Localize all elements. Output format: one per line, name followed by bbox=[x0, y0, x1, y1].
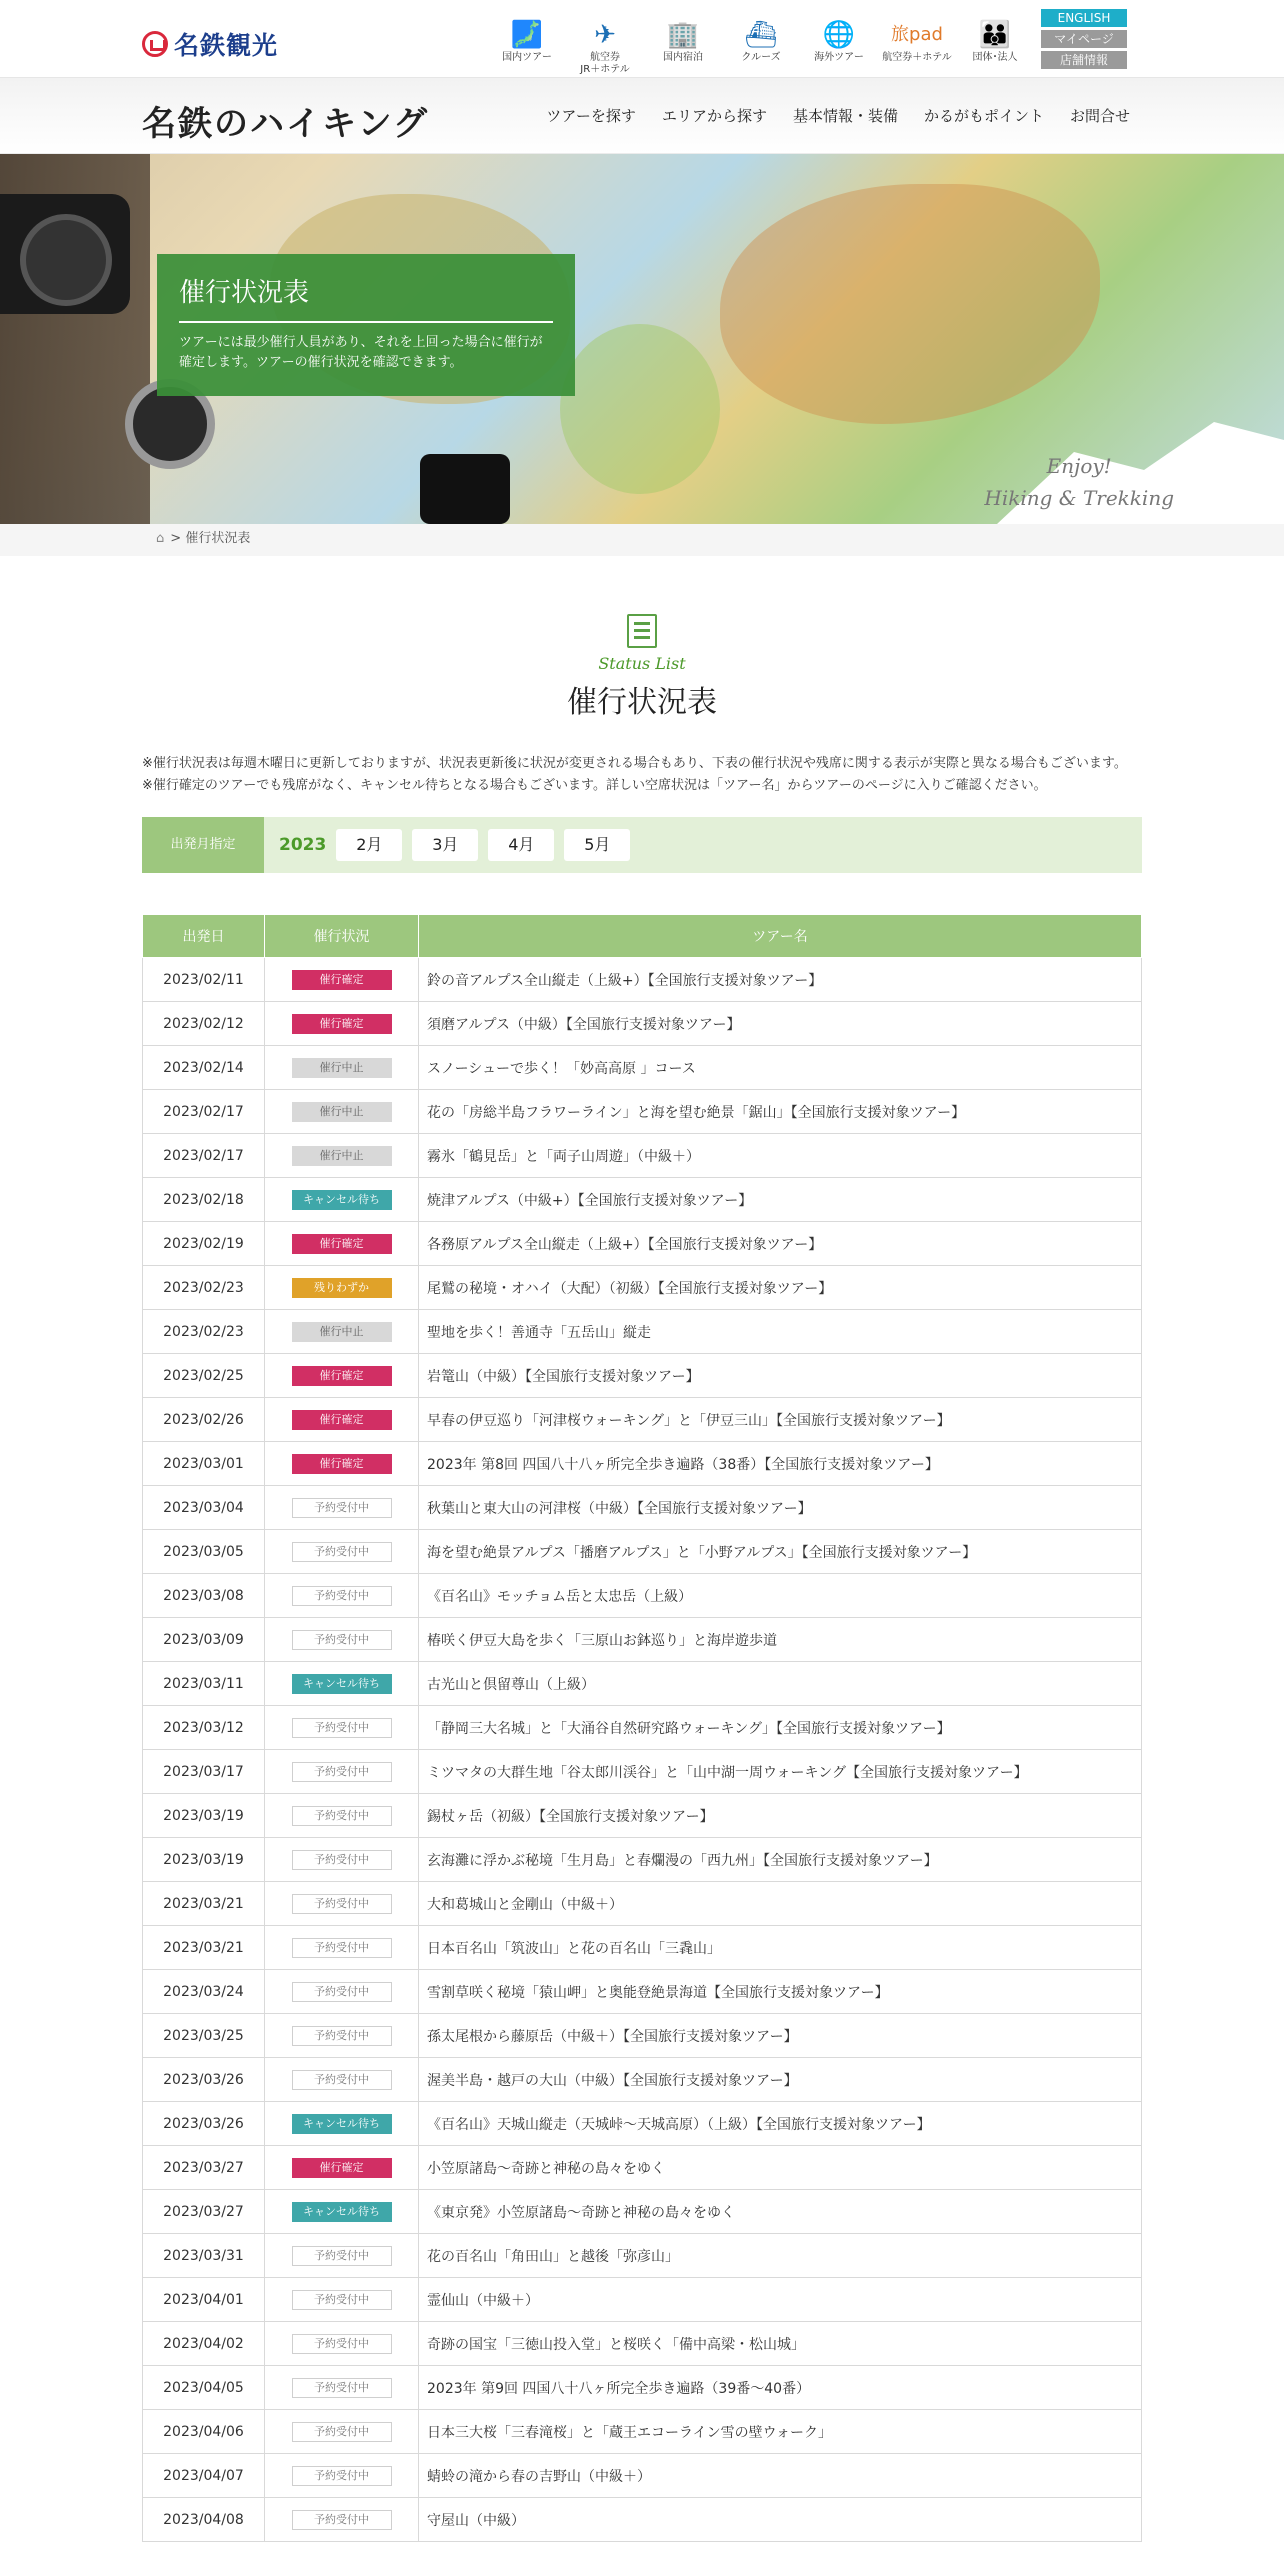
nav-link-3[interactable]: かるがもポイント bbox=[923, 107, 1044, 125]
table-row bbox=[143, 2234, 1142, 2278]
status-cell bbox=[265, 1794, 419, 1838]
status-cell bbox=[265, 1970, 419, 2014]
tour-name-cell bbox=[419, 2498, 1142, 2542]
service-label: 航空券＋ホテル bbox=[882, 52, 952, 63]
status-badge: 予約受付中 bbox=[292, 2422, 392, 2442]
status-cell bbox=[265, 1662, 419, 1706]
japan-map-icon: 🗾 bbox=[510, 20, 544, 50]
departure-date: 2023/02/19 bbox=[143, 1222, 265, 1266]
tour-name-link[interactable]: 岩篭山（中級）【全国旅行支援対象ツアー】 bbox=[427, 1368, 700, 1385]
status-cell bbox=[265, 2278, 419, 2322]
tour-name-cell bbox=[419, 1926, 1142, 1970]
table-row bbox=[143, 2498, 1142, 2542]
table-row bbox=[143, 2146, 1142, 2190]
hero-banner bbox=[0, 154, 1284, 524]
table-row bbox=[143, 1882, 1142, 1926]
service-label: クルーズ bbox=[741, 52, 781, 63]
tour-name-link[interactable]: 「静岡三大名城」と「大涌谷自然研究路ウォーキング」【全国旅行支援対象ツアー】 bbox=[427, 1720, 951, 1737]
departure-date: 2023/02/25 bbox=[143, 1354, 265, 1398]
departure-date: 2023/04/06 bbox=[143, 2410, 265, 2454]
nav-link-4[interactable]: お問合せ bbox=[1069, 107, 1130, 125]
table-row bbox=[143, 2322, 1142, 2366]
table-row bbox=[143, 1178, 1142, 1222]
tour-name-link[interactable]: 日本百名山「筑波山」と花の百名山「三毳山」 bbox=[427, 1940, 721, 1957]
enjoy-text: Enjoy! bbox=[1046, 454, 1112, 478]
status-cell bbox=[265, 1838, 419, 1882]
service-label: 国内ツアー bbox=[502, 52, 552, 63]
tour-name-cell bbox=[419, 1970, 1142, 2014]
hero-caption bbox=[157, 254, 575, 396]
section-heading bbox=[0, 556, 1284, 721]
map-decoration bbox=[560, 324, 720, 494]
tour-name-link[interactable]: ミツマタの大群生地「谷太郎川渓谷」と「山中湖一周ウォーキング【全国旅行支援対象ツアー】 bbox=[427, 1764, 1028, 1781]
status-badge: 予約受付中 bbox=[292, 2466, 392, 2486]
main-nav bbox=[0, 78, 1284, 154]
table-row bbox=[143, 1618, 1142, 1662]
departure-date: 2023/04/05 bbox=[143, 2366, 265, 2410]
tour-name-cell bbox=[419, 2410, 1142, 2454]
tour-name-link[interactable]: スノーシューで歩く！「妙高高原 」コース bbox=[427, 1060, 696, 1077]
status-badge: 予約受付中 bbox=[292, 1630, 392, 1650]
status-cell bbox=[265, 958, 419, 1002]
status-badge: 催行確定 bbox=[292, 1014, 392, 1034]
tour-name-cell bbox=[419, 2278, 1142, 2322]
status-cell bbox=[265, 2234, 419, 2278]
status-badge: 催行確定 bbox=[292, 1454, 392, 1474]
tour-name-link[interactable]: 霧氷「鶴見岳」と「両子山周遊」（中級＋） bbox=[427, 1148, 700, 1165]
service-label: 海外ツアー bbox=[814, 52, 864, 63]
status-cell bbox=[265, 2058, 419, 2102]
tour-name-link[interactable]: 古光山と倶留尊山（上級） bbox=[427, 1676, 595, 1693]
table-row bbox=[143, 2014, 1142, 2058]
departure-date: 2023/03/26 bbox=[143, 2102, 265, 2146]
departure-date: 2023/03/17 bbox=[143, 1750, 265, 1794]
phone-image bbox=[420, 454, 510, 524]
status-badge: 催行確定 bbox=[292, 1366, 392, 1386]
departure-date: 2023/02/23 bbox=[143, 1266, 265, 1310]
camera-image bbox=[0, 194, 130, 314]
departure-date: 2023/03/27 bbox=[143, 2190, 265, 2234]
status-badge: 予約受付中 bbox=[292, 2070, 392, 2090]
table-row bbox=[143, 1442, 1142, 1486]
table-row bbox=[143, 1354, 1142, 1398]
tour-name-cell bbox=[419, 1662, 1142, 1706]
globe-icon: 🌐 bbox=[822, 20, 856, 50]
table-row bbox=[143, 1574, 1142, 1618]
departure-date: 2023/03/08 bbox=[143, 1574, 265, 1618]
status-badge: 予約受付中 bbox=[292, 2378, 392, 2398]
header-tour-name: ツアー名 bbox=[419, 915, 1142, 958]
status-badge: 予約受付中 bbox=[292, 2510, 392, 2530]
status-cell bbox=[265, 1750, 419, 1794]
departure-date: 2023/03/19 bbox=[143, 1794, 265, 1838]
note-2: ※催行確定のツアーでも残席がなく、キャンセル待ちとなる場合もございます。詳しい空席状況は「ツアー名」からツアーのページに入りご確認ください。 bbox=[142, 778, 1047, 793]
service-link-5[interactable] bbox=[878, 18, 956, 76]
departure-date: 2023/03/25 bbox=[143, 2014, 265, 2058]
hiking-trekking-text: Hiking & Trekking bbox=[984, 486, 1174, 510]
month-button-feb[interactable]: 2月 bbox=[336, 829, 402, 861]
departure-date: 2023/02/11 bbox=[143, 958, 265, 1002]
utility-links bbox=[1041, 9, 1127, 72]
nav-link-1[interactable]: エリアから探す bbox=[661, 107, 767, 125]
status-badge: 催行確定 bbox=[292, 2158, 392, 2178]
table-row bbox=[143, 1266, 1142, 1310]
service-link-4[interactable] bbox=[800, 18, 878, 76]
status-badge: 予約受付中 bbox=[292, 1938, 392, 1958]
section-subtitle: Status List bbox=[598, 654, 686, 673]
table-row bbox=[143, 2058, 1142, 2102]
status-cell bbox=[265, 1706, 419, 1750]
status-badge: 催行中止 bbox=[292, 1102, 392, 1122]
status-badge: 残りわずか bbox=[292, 1278, 392, 1298]
status-badge: 催行中止 bbox=[292, 1146, 392, 1166]
status-cell bbox=[265, 2454, 419, 2498]
table-row bbox=[143, 1046, 1142, 1090]
status-badge: 予約受付中 bbox=[292, 1894, 392, 1914]
status-badge: 予約受付中 bbox=[292, 1586, 392, 1606]
top-bar bbox=[0, 0, 1284, 78]
hiking-logo[interactable]: 名鉄のハイキング bbox=[142, 104, 429, 144]
table-row bbox=[143, 1486, 1142, 1530]
meitetsu-logo-icon bbox=[142, 31, 168, 57]
departure-date: 2023/02/23 bbox=[143, 1310, 265, 1354]
departure-date: 2023/04/01 bbox=[143, 2278, 265, 2322]
filter-year: 2023 bbox=[279, 835, 327, 855]
hero-description: ツアーには最少催行人員があり、それを上回った場合に催行が確定します。ツアーの催行状況を確認できます。 bbox=[179, 335, 543, 370]
departure-date: 2023/02/18 bbox=[143, 1178, 265, 1222]
service-link-3[interactable] bbox=[722, 18, 800, 76]
status-cell bbox=[265, 1574, 419, 1618]
header-date: 出発日 bbox=[143, 915, 265, 958]
table-row bbox=[143, 1794, 1142, 1838]
home-icon[interactable]: ⌂ bbox=[156, 531, 165, 546]
tour-name-cell bbox=[419, 1134, 1142, 1178]
status-cell bbox=[265, 1354, 419, 1398]
status-cell bbox=[265, 1222, 419, 1266]
tour-name-link[interactable]: 錫杖ヶ岳（初級）【全国旅行支援対象ツアー】 bbox=[427, 1808, 714, 1825]
tour-name-cell bbox=[419, 2190, 1142, 2234]
tour-name-cell bbox=[419, 2366, 1142, 2410]
service-nav bbox=[488, 18, 1034, 76]
ship-icon: ⛴ bbox=[744, 20, 778, 50]
tour-name-cell bbox=[419, 1838, 1142, 1882]
tour-name-cell bbox=[419, 1706, 1142, 1750]
tour-name-link[interactable]: 小笠原諸島～奇跡と神秘の島々をゆく bbox=[427, 2160, 665, 2177]
month-button-mar[interactable]: 3月 bbox=[412, 829, 478, 861]
tour-name-link[interactable]: 早春の伊豆巡り「河津桜ウォーキング」と「伊豆三山」【全国旅行支援対象ツアー】 bbox=[427, 1412, 951, 1429]
month-button-may[interactable]: 5月 bbox=[564, 829, 630, 861]
status-badge: キャンセル待ち bbox=[292, 2114, 392, 2134]
table-row bbox=[143, 2102, 1142, 2146]
status-badge: 予約受付中 bbox=[292, 1982, 392, 2002]
nav-link-2[interactable]: 基本情報・装備 bbox=[792, 107, 898, 125]
tour-name-cell bbox=[419, 2322, 1142, 2366]
tour-name-link[interactable]: 聖地を歩く！善通寺「五岳山」縦走 bbox=[427, 1324, 651, 1341]
departure-date: 2023/03/26 bbox=[143, 2058, 265, 2102]
table-row bbox=[143, 1090, 1142, 1134]
departure-date: 2023/03/04 bbox=[143, 1486, 265, 1530]
tour-name-cell bbox=[419, 1178, 1142, 1222]
tour-name-cell bbox=[419, 1618, 1142, 1662]
tour-name-link[interactable]: 尾鷲の秘境・オハイ（大配）（初級）【全国旅行支援対象ツアー】 bbox=[427, 1280, 833, 1297]
service-link-2[interactable] bbox=[644, 18, 722, 76]
tour-name-link[interactable]: 鈴の音アルプス全山縦走（上級+）【全国旅行支援対象ツアー】 bbox=[427, 972, 823, 989]
table-row bbox=[143, 1750, 1142, 1794]
status-badge: 催行確定 bbox=[292, 1410, 392, 1430]
departure-date: 2023/03/24 bbox=[143, 1970, 265, 2014]
tour-name-cell bbox=[419, 1310, 1142, 1354]
list-icon bbox=[627, 614, 657, 648]
status-badge: 催行中止 bbox=[292, 1058, 392, 1078]
departure-date: 2023/03/27 bbox=[143, 2146, 265, 2190]
tour-name-cell bbox=[419, 2014, 1142, 2058]
group-icon: 👪 bbox=[978, 20, 1012, 50]
departure-date: 2023/04/08 bbox=[143, 2498, 265, 2542]
tour-name-cell bbox=[419, 1398, 1142, 1442]
hero-title: 催行状況表 bbox=[179, 272, 553, 323]
tour-name-link[interactable]: 《百名山》天城山縦走（天城峠～天城高原）（上級）【全国旅行支援対象ツアー】 bbox=[427, 2116, 931, 2133]
status-badge: 予約受付中 bbox=[292, 1498, 392, 1518]
status-cell bbox=[265, 1178, 419, 1222]
status-badge: 予約受付中 bbox=[292, 2290, 392, 2310]
status-badge: キャンセル待ち bbox=[292, 2202, 392, 2222]
tour-name-cell bbox=[419, 2454, 1142, 2498]
table-row bbox=[143, 1398, 1142, 1442]
tour-name-link[interactable]: 蜻蛉の滝から春の吉野山（中級＋） bbox=[427, 2468, 651, 2485]
status-cell bbox=[265, 1090, 419, 1134]
departure-date: 2023/03/19 bbox=[143, 1838, 265, 1882]
status-cell bbox=[265, 2322, 419, 2366]
english-button[interactable]: ENGLISH bbox=[1041, 9, 1127, 27]
header-status: 催行状況 bbox=[265, 915, 419, 958]
status-cell bbox=[265, 2102, 419, 2146]
status-badge: 予約受付中 bbox=[292, 2334, 392, 2354]
meitetsu-logo-text: 名鉄観光 bbox=[174, 31, 279, 60]
tour-name-cell bbox=[419, 2234, 1142, 2278]
tour-name-cell bbox=[419, 1882, 1142, 1926]
departure-date: 2023/04/02 bbox=[143, 2322, 265, 2366]
tour-name-cell bbox=[419, 1794, 1142, 1838]
note-1: ※催行状況表は毎週木曜日に更新しておりますが、状況表更新後に状況が変更される場合もあり、下表の催行状況や残席に関する表示が実際と異なる場合もございます。 bbox=[142, 756, 1127, 771]
breadcrumb-current: 催行状況表 bbox=[185, 531, 251, 546]
tour-name-cell bbox=[419, 1442, 1142, 1486]
mypage-button[interactable]: マイページ bbox=[1041, 30, 1127, 48]
departure-date: 2023/03/31 bbox=[143, 2234, 265, 2278]
status-badge: 予約受付中 bbox=[292, 1542, 392, 1562]
status-cell bbox=[265, 1310, 419, 1354]
table-row bbox=[143, 1310, 1142, 1354]
status-cell bbox=[265, 2146, 419, 2190]
status-badge: キャンセル待ち bbox=[292, 1190, 392, 1210]
tour-name-cell bbox=[419, 1486, 1142, 1530]
status-cell bbox=[265, 1046, 419, 1090]
table-row bbox=[143, 1662, 1142, 1706]
tabipad-icon: 旅pad bbox=[891, 24, 943, 45]
departure-date: 2023/03/05 bbox=[143, 1530, 265, 1574]
departure-date: 2023/02/17 bbox=[143, 1134, 265, 1178]
status-cell bbox=[265, 1134, 419, 1178]
departure-date: 2023/03/21 bbox=[143, 1926, 265, 1970]
tour-name-link[interactable]: 霊仙山（中級＋） bbox=[427, 2292, 539, 2309]
service-link-1[interactable] bbox=[566, 18, 644, 76]
departure-date: 2023/03/11 bbox=[143, 1662, 265, 1706]
tour-name-cell bbox=[419, 1090, 1142, 1134]
filter-label: 出発月指定 bbox=[142, 817, 264, 873]
status-cell bbox=[265, 1442, 419, 1486]
departure-date: 2023/02/26 bbox=[143, 1398, 265, 1442]
status-cell bbox=[265, 1882, 419, 1926]
breadcrumb-separator: > bbox=[170, 531, 182, 546]
service-label: 団体･法人 bbox=[972, 52, 1018, 63]
nav-links bbox=[546, 105, 1130, 126]
tour-name-cell bbox=[419, 1046, 1142, 1090]
service-label: 国内宿泊 bbox=[663, 52, 703, 63]
tour-name-link[interactable]: 渥美半島・越戸の大山（中級）【全国旅行支援対象ツアー】 bbox=[427, 2072, 798, 2089]
departure-date: 2023/02/12 bbox=[143, 1002, 265, 1046]
tour-name-link[interactable]: 椿咲く伊豆大島を歩く「三原山お鉢巡り」と海岸遊歩道 bbox=[427, 1632, 777, 1649]
status-badge: 催行確定 bbox=[292, 1234, 392, 1254]
status-cell bbox=[265, 1926, 419, 1970]
tour-name-cell bbox=[419, 1222, 1142, 1266]
status-badge: 予約受付中 bbox=[292, 1806, 392, 1826]
tour-name-cell bbox=[419, 2146, 1142, 2190]
departure-date: 2023/02/17 bbox=[143, 1090, 265, 1134]
service-link-6[interactable] bbox=[956, 18, 1034, 76]
tour-name-link[interactable]: 須磨アルプス（中級）【全国旅行支援対象ツアー】 bbox=[427, 1016, 741, 1033]
departure-date: 2023/03/09 bbox=[143, 1618, 265, 1662]
table-row bbox=[143, 958, 1142, 1002]
tour-name-cell bbox=[419, 2058, 1142, 2102]
enjoy-hiking-logo bbox=[984, 450, 1174, 514]
tour-name-link[interactable]: 焼津アルプス（中級+）【全国旅行支援対象ツアー】 bbox=[427, 1192, 753, 1209]
tour-name-link[interactable]: 花の百名山「角田山」と越後「弥彦山」 bbox=[427, 2248, 679, 2265]
notes bbox=[142, 753, 1142, 797]
departure-date: 2023/03/21 bbox=[143, 1882, 265, 1926]
status-cell bbox=[265, 2498, 419, 2542]
plane-hotel-icon: ✈ bbox=[594, 20, 616, 50]
hotel-icon: 🏢 bbox=[666, 20, 700, 50]
tour-name-link[interactable]: 花の「房総半島フラワーライン」と海を望む絶景「鋸山」【全国旅行支援対象ツアー】 bbox=[427, 1104, 966, 1121]
tour-name-cell bbox=[419, 2102, 1142, 2146]
tour-name-link[interactable]: 孫太尾根から藤原岳（中級＋）【全国旅行支援対象ツアー】 bbox=[427, 2028, 798, 2045]
status-badge: 予約受付中 bbox=[292, 1850, 392, 1870]
tour-name-link[interactable]: 奇跡の国宝「三徳山投入堂」と桜咲く「備中高梁・松山城」 bbox=[427, 2336, 805, 2353]
status-cell bbox=[265, 1398, 419, 1442]
page-title: 催行状況表 bbox=[567, 685, 717, 720]
table-row bbox=[143, 1002, 1142, 1046]
tour-name-cell bbox=[419, 1354, 1142, 1398]
tour-name-cell bbox=[419, 1002, 1142, 1046]
status-badge: 催行中止 bbox=[292, 1322, 392, 1342]
table-row bbox=[143, 1970, 1142, 2014]
status-badge: 予約受付中 bbox=[292, 2246, 392, 2266]
tour-name-link[interactable]: 各務原アルプス全山縦走（上級+）【全国旅行支援対象ツアー】 bbox=[427, 1236, 823, 1253]
breadcrumb bbox=[0, 524, 1284, 556]
status-badge: 催行確定 bbox=[292, 970, 392, 990]
tour-name-link[interactable]: 雪割草咲く秘境「猿山岬」と奥能登絶景海道【全国旅行支援対象ツアー】 bbox=[427, 1984, 889, 2001]
table-row bbox=[143, 1706, 1142, 1750]
status-cell bbox=[265, 2366, 419, 2410]
status-cell bbox=[265, 2014, 419, 2058]
table-row bbox=[143, 2278, 1142, 2322]
tour-name-cell bbox=[419, 1750, 1142, 1794]
tour-name-link[interactable]: 《東京発》小笠原諸島～奇跡と神秘の島々をゆく bbox=[427, 2204, 735, 2221]
tour-name-cell bbox=[419, 1266, 1142, 1310]
table-row bbox=[143, 2366, 1142, 2410]
status-cell bbox=[265, 1002, 419, 1046]
service-link-0[interactable] bbox=[488, 18, 566, 76]
tour-name-link[interactable]: 玄海灘に浮かぶ秘境「生月島」と春爛漫の「西九州」【全国旅行支援対象ツアー】 bbox=[427, 1852, 938, 1869]
tour-name-link[interactable]: 《百名山》モッチョム岳と太忠岳（上級） bbox=[427, 1588, 693, 1605]
status-cell bbox=[265, 1266, 419, 1310]
tour-name-link[interactable]: 海を望む絶景アルプス「播磨アルプス」と「小野アルプス」【全国旅行支援対象ツアー】 bbox=[427, 1544, 977, 1561]
departure-date: 2023/02/14 bbox=[143, 1046, 265, 1090]
month-filter bbox=[142, 817, 1142, 873]
status-badge: 予約受付中 bbox=[292, 2026, 392, 2046]
tour-name-link[interactable]: 2023年 第8回 四国八十八ヶ所完全歩き遍路（38番）【全国旅行支援対象ツアー】 bbox=[427, 1456, 939, 1473]
tour-name-link[interactable]: 大和葛城山と金剛山（中級＋） bbox=[427, 1896, 623, 1913]
tour-name-link[interactable]: 2023年 第9回 四国八十八ヶ所完全歩き遍路（39番～40番） bbox=[427, 2380, 811, 2397]
departure-date: 2023/03/01 bbox=[143, 1442, 265, 1486]
table-row bbox=[143, 1838, 1142, 1882]
store-info-button[interactable]: 店舗情報 bbox=[1041, 51, 1127, 69]
tour-name-link[interactable]: 守屋山（中級） bbox=[427, 2512, 525, 2529]
departure-date: 2023/04/07 bbox=[143, 2454, 265, 2498]
table-row bbox=[143, 1530, 1142, 1574]
month-button-apr[interactable]: 4月 bbox=[488, 829, 554, 861]
status-cell bbox=[265, 2190, 419, 2234]
table-row bbox=[143, 2190, 1142, 2234]
departure-date: 2023/03/12 bbox=[143, 1706, 265, 1750]
service-label: 航空券 JR＋ホテル bbox=[580, 52, 630, 75]
tour-name-cell bbox=[419, 1574, 1142, 1618]
table-row bbox=[143, 1222, 1142, 1266]
meitetsu-logo[interactable] bbox=[142, 26, 278, 62]
tour-name-cell bbox=[419, 958, 1142, 1002]
tour-name-link[interactable]: 秋葉山と東大山の河津桜（中級）【全国旅行支援対象ツアー】 bbox=[427, 1500, 812, 1517]
tour-name-link[interactable]: 日本三大桜「三春滝桜」と「蔵王エコーライン雪の壁ウォーク」 bbox=[427, 2424, 833, 2441]
status-badge: キャンセル待ち bbox=[292, 1674, 392, 1694]
tour-name-cell bbox=[419, 1530, 1142, 1574]
status-badge: 予約受付中 bbox=[292, 1762, 392, 1782]
status-cell bbox=[265, 1618, 419, 1662]
table-row bbox=[143, 2410, 1142, 2454]
nav-link-0[interactable]: ツアーを探す bbox=[546, 107, 636, 125]
status-cell bbox=[265, 2410, 419, 2454]
table-row bbox=[143, 1134, 1142, 1178]
status-cell bbox=[265, 1486, 419, 1530]
status-table bbox=[142, 914, 1142, 2542]
table-row bbox=[143, 1926, 1142, 1970]
table-header bbox=[143, 915, 1142, 958]
status-badge: 予約受付中 bbox=[292, 1718, 392, 1738]
table-row bbox=[143, 2454, 1142, 2498]
map-decoration bbox=[720, 184, 1100, 424]
status-cell bbox=[265, 1530, 419, 1574]
